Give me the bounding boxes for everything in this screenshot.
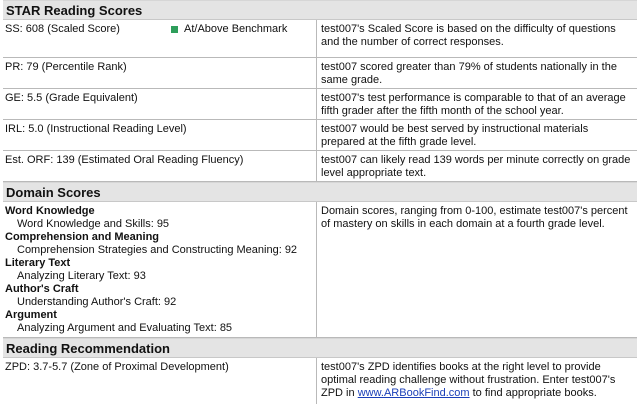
domain-detail: Comprehension Strategies and Constructing Meaning: 92 — [17, 244, 298, 256]
zpd-text-before: test007's ZPD identifies books at the right level to provide optimal reading challenge without frustration. Enter test007's ZPD in — [321, 361, 616, 399]
domain-name: Argument — [5, 309, 57, 321]
star-report — [3, 0, 637, 404]
score-row-pr — [3, 58, 637, 89]
score-description: test007 can likely read 139 words per minute correctly on grade level appropriate text. — [321, 154, 631, 179]
score-label: GE: 5.5 (Grade Equivalent) — [3, 89, 317, 119]
zpd-description — [317, 358, 637, 404]
score-label-text: SS: 608 (Scaled Score) — [5, 23, 120, 35]
zpd-row — [3, 358, 637, 404]
domain-detail: Analyzing Literary Text: 93 — [17, 270, 146, 282]
arbookfind-link[interactable]: www.ARBookFind.com — [357, 387, 470, 399]
score-description: test007's test performance is comparable to that of an average fifth grader after the fifth month of the school year. — [321, 92, 626, 117]
score-row-ge — [3, 89, 637, 120]
domain-name: Literary Text — [5, 257, 71, 269]
domain-description: Domain scores, ranging from 0-100, estimate test007's percent of mastery on skills in each domain at a fourth grade level. — [321, 205, 628, 230]
score-label: Est. ORF: 139 (Estimated Oral Reading Fluency) — [3, 151, 317, 181]
benchmark-legend — [171, 23, 287, 36]
score-label: IRL: 5.0 (Instructional Reading Level) — [3, 120, 317, 150]
score-label — [3, 20, 317, 57]
domain-detail: Word Knowledge and Skills: 95 — [17, 218, 170, 230]
domain-detail: Analyzing Argument and Evaluating Text: 85 — [17, 322, 233, 334]
domain-scores-row — [3, 202, 637, 338]
benchmark-swatch-icon — [171, 26, 178, 33]
score-description: test007's Scaled Score is based on the difficulty of questions and the number of correct responses. — [321, 23, 616, 48]
score-row-irl — [3, 120, 637, 151]
domain-list — [3, 202, 317, 337]
domain-detail: Understanding Author's Craft: 92 — [17, 296, 177, 308]
score-description: test007 scored greater than 79% of students nationally in the same grade. — [321, 61, 617, 86]
domain-name: Author's Craft — [5, 283, 79, 295]
zpd-text-after: to find appropriate books. — [469, 387, 597, 399]
domain-section-heading: Domain Scores — [3, 182, 637, 202]
score-label: PR: 79 (Percentile Rank) — [3, 58, 317, 88]
zpd-label: ZPD: 3.7-5.7 (Zone of Proximal Development) — [3, 358, 317, 404]
score-description: test007 would be best served by instructional materials prepared at the fifth grade level. — [321, 123, 589, 148]
recommendation-section-heading: Reading Recommendation — [3, 338, 637, 358]
domain-name: Word Knowledge — [5, 205, 95, 217]
score-row-ss — [3, 20, 637, 58]
benchmark-legend-label: At/Above Benchmark — [184, 23, 288, 35]
domain-name: Comprehension and Meaning — [5, 231, 160, 243]
score-row-orf — [3, 151, 637, 182]
star-section-heading: STAR Reading Scores — [3, 0, 637, 20]
